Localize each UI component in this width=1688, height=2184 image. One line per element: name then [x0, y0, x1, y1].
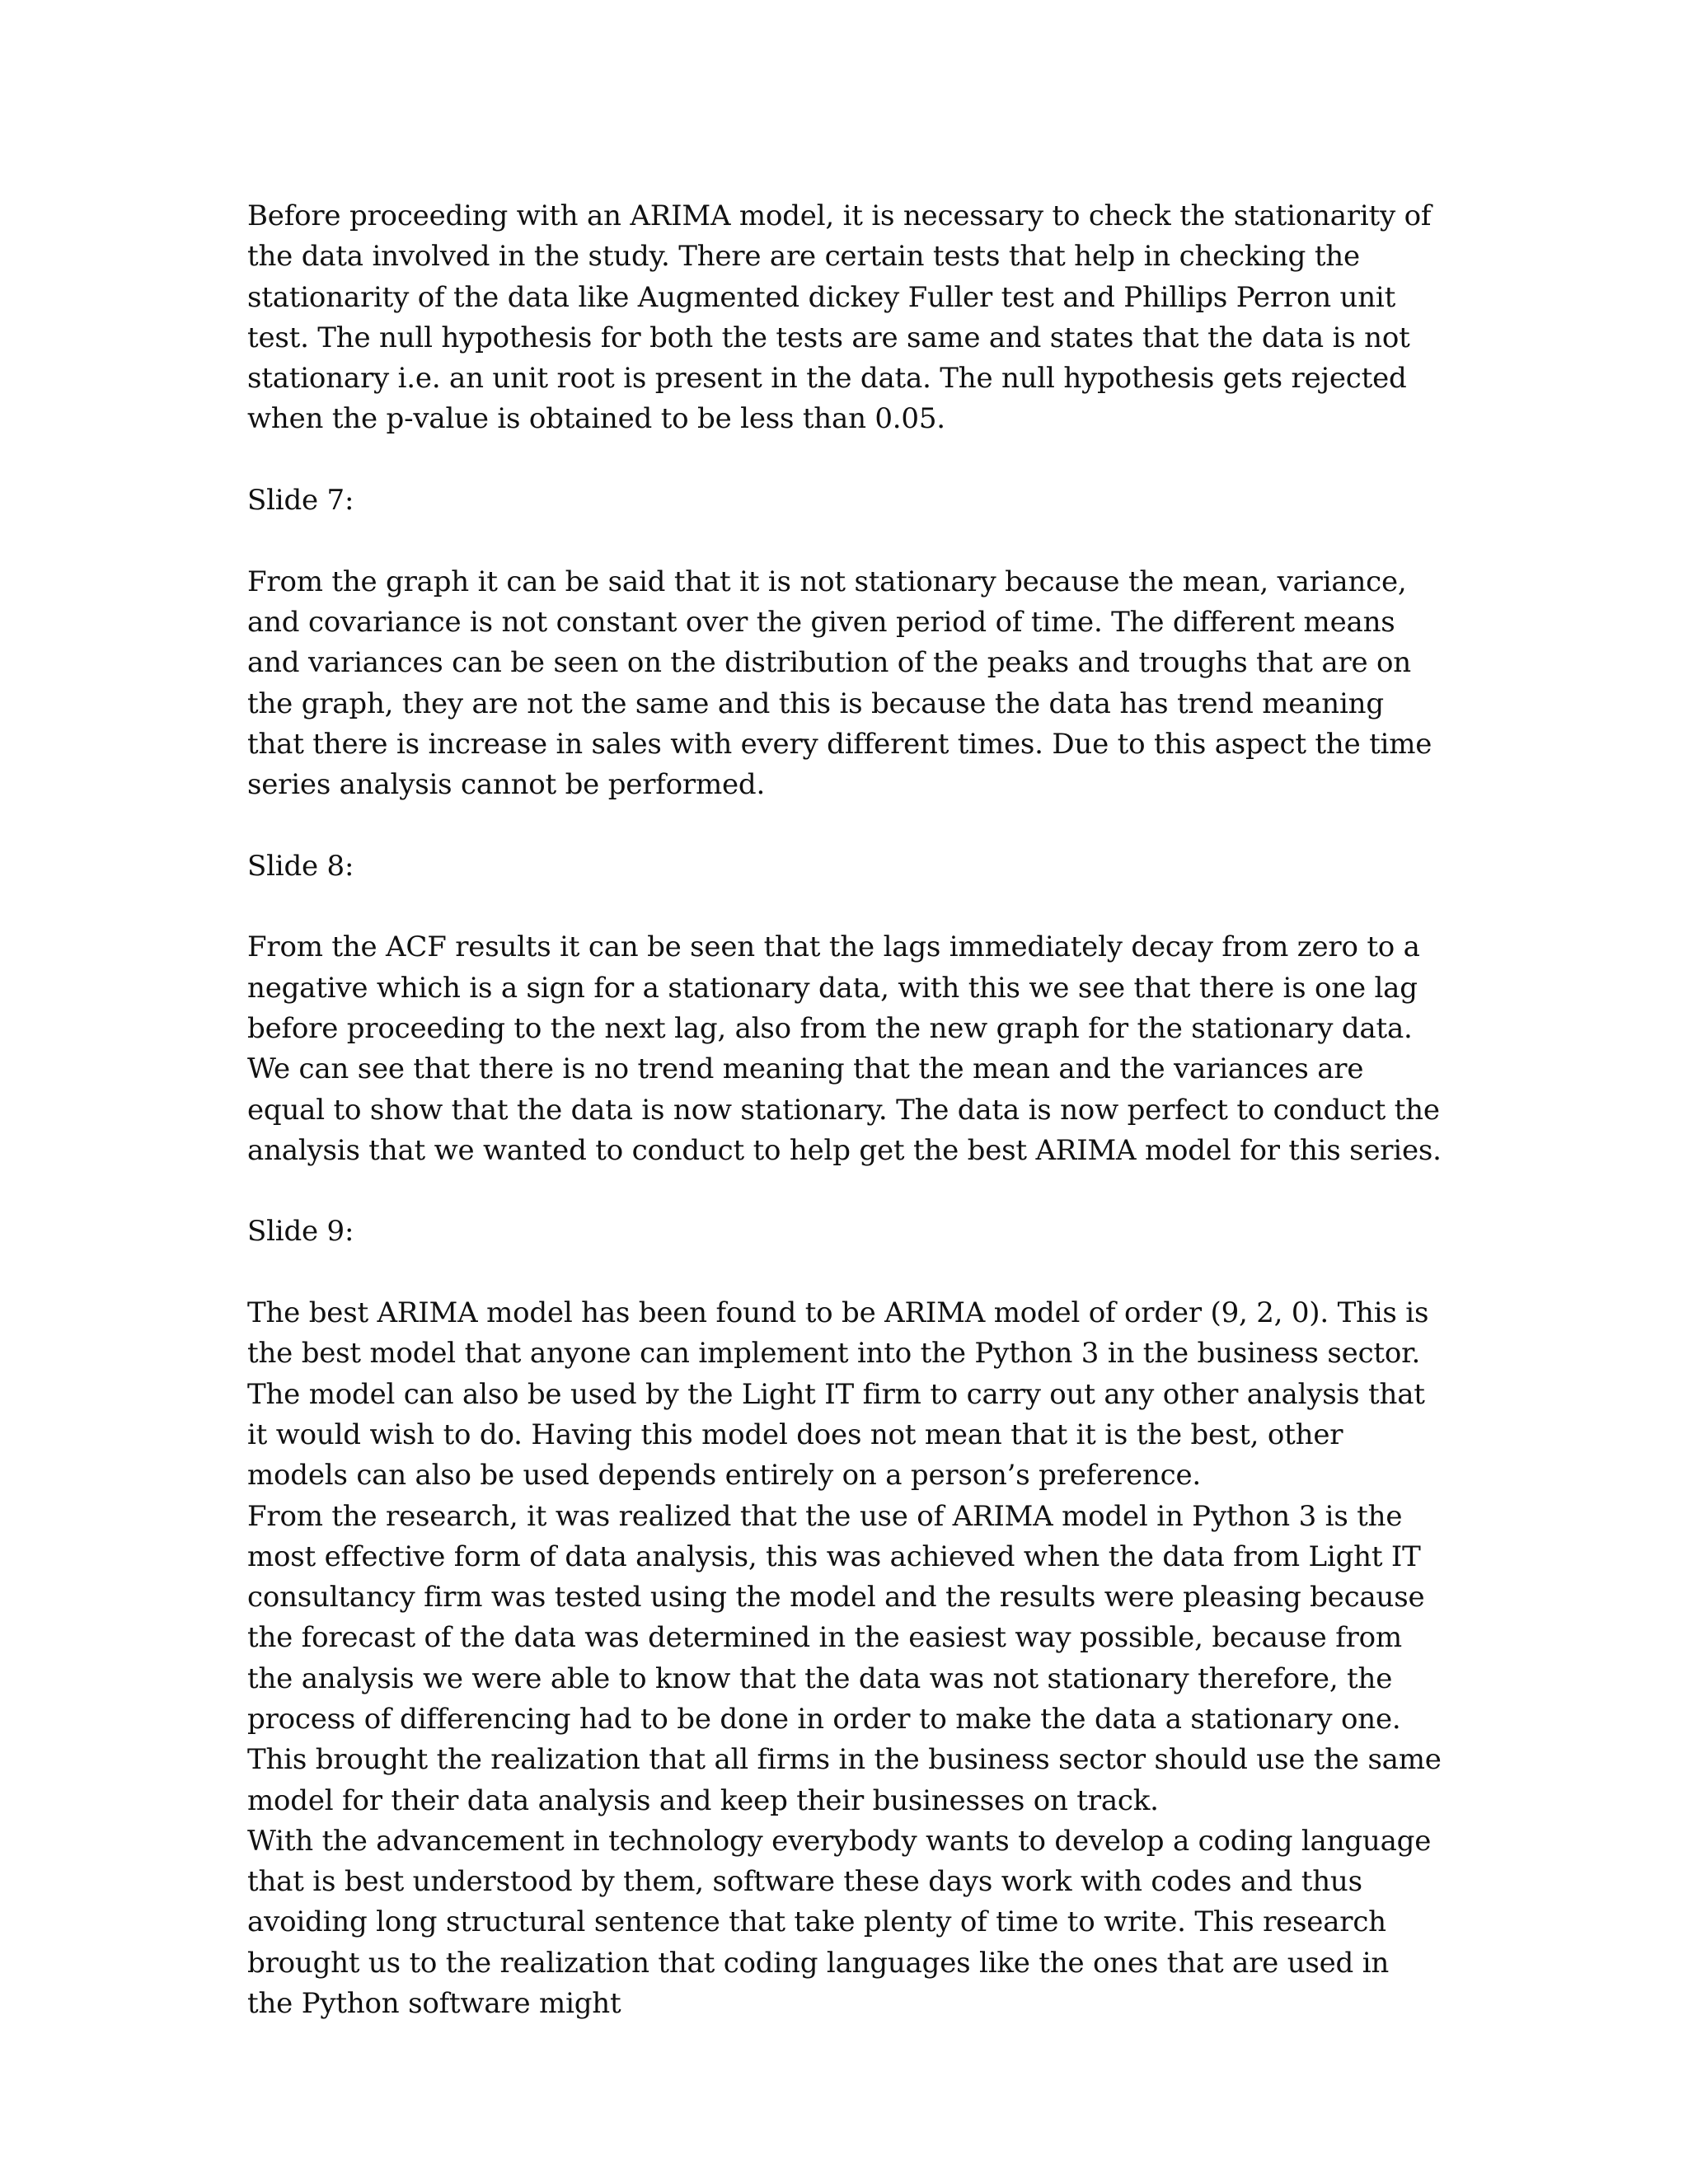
paragraph-slide-9-best-model: The best ARIMA model has been found to be ARIMA model of order (9, 2, 0). This is the best model that anyone can implement into the Python 3 in the business sector. The model can also be used by the Light IT firm to carry out any other analysis that it would wish to do. Having this model does not mean that it is the best, other models can also be used depends entirely on a person’s preference. — [247, 1296, 1429, 1493]
paragraph-technology-advancement: With the advancement in technology everybody wants to develop a coding language that is best understood by them, software these days work with codes and thus avoiding long structural sentence that take plenty of time to write. This research brought us to the realization that coding languages like the ones that are used in the Python software might — [247, 1824, 1432, 2021]
heading-slide-8: Slide 8: — [247, 849, 354, 883]
paragraph-slide-7: From the graph it can be said that it is not stationary because the mean, variance, and covariance is not constant over the given period of time. The different means and variances can be seen on the distribution of the peaks and troughs that are on the graph, they are not the same and this is because the data has trend meaning that there is increase in sales with every different times. Due to this aspect the time series analysis cannot be performed. — [247, 565, 1432, 802]
heading-slide-7: Slide 7: — [247, 484, 354, 518]
paragraph-stationarity-tests: Before proceeding with an ARIMA model, it is necessary to check the stationarity of the data involved in the study. There are certain tests that help in checking the stationarity of the data like Augmented dickey Fuller test and Phillips Perron unit test. The null hypothesis for both the tests are same and states that the data is not stationary i.e. an unit root is present in the data. The null hypothesis gets rejected when the p-value is obtained to be less than 0.05. — [247, 199, 1432, 436]
heading-slide-9: Slide 9: — [247, 1215, 354, 1249]
paragraph-slide-8: From the ACF results it can be seen that the lags immediately decay from zero to a negative which is a sign for a stationary data, with this we see that there is one lag before proceeding to the next lag, also from the new graph for the stationary data. We can see that there is no trend meaning that the mean and the variances are equal to show that the data is now stationary. The data is now perfect to conduct the analysis that we wanted to conduct to help get the best ARIMA model for this series. — [247, 930, 1442, 1167]
paragraph-research-findings: From the research, it was realized that the use of ARIMA model in Python 3 is the most effective form of data analysis, this was achieved when the data from Light IT consultancy firm was tested using the model and the results were pleasing because the forecast of the data was determined in the easiest way possible, because from the analysis we were able to know that the data was not stationary therefore, the process of differencing had to be done in order to make the data a stationary one. This brought the realization that all firms in the business sector should use the same model for their data analysis and keep their businesses on track. — [247, 1499, 1442, 1817]
document-body — [247, 196, 1442, 2024]
